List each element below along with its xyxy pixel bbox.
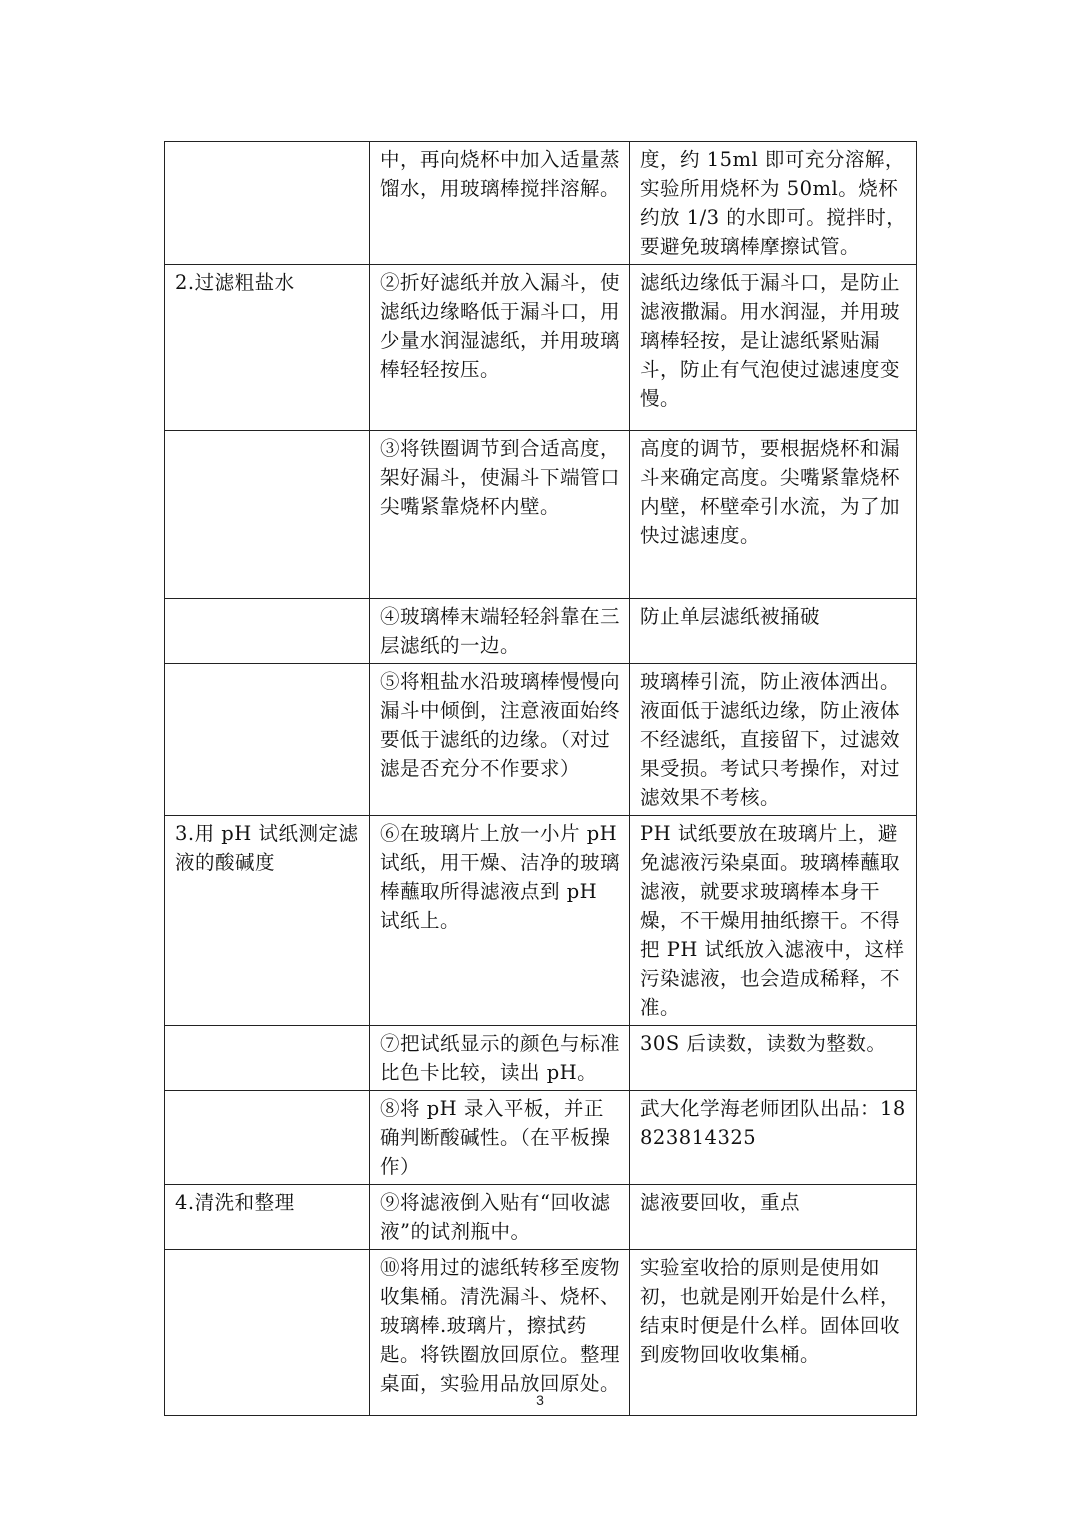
step-cell xyxy=(165,599,370,664)
operation-cell: ③将铁圈调节到合适高度，架好漏斗，使漏斗下端管口尖嘴紧靠烧杯内壁。 xyxy=(370,431,630,599)
table-row xyxy=(165,1026,917,1091)
table-row xyxy=(165,664,917,816)
step-cell xyxy=(165,142,370,265)
note-cell: 武大化学海老师团队出品：18823814325 xyxy=(630,1091,917,1185)
step-cell xyxy=(165,664,370,816)
step-cell xyxy=(165,431,370,599)
procedure-table xyxy=(164,141,917,1416)
table-row xyxy=(165,599,917,664)
table-row xyxy=(165,1250,917,1416)
note-cell: 防止单层滤纸被捅破 xyxy=(630,599,917,664)
step-cell: 2.过滤粗盐水 xyxy=(165,265,370,431)
operation-cell: ④玻璃棒末端轻轻斜靠在三层滤纸的一边。 xyxy=(370,599,630,664)
step-cell xyxy=(165,1091,370,1185)
table-row xyxy=(165,431,917,599)
step-cell: 3.用 pH 试纸测定滤液的酸碱度 xyxy=(165,816,370,1026)
operation-cell: ⑦把试纸显示的颜色与标准比色卡比较，读出 pH。 xyxy=(370,1026,630,1091)
step-cell xyxy=(165,1250,370,1416)
note-cell: 滤液要回收，重点 xyxy=(630,1185,917,1250)
note-cell: 实验室收拾的原则是使用如初，也就是刚开始是什么样，结束时便是什么样。固体回收到废物回收收集桶。 xyxy=(630,1250,917,1416)
operation-cell: ⑨将滤液倒入贴有“回收滤液”的试剂瓶中。 xyxy=(370,1185,630,1250)
note-cell: 滤纸边缘低于漏斗口，是防止滤液撒漏。用水润湿，并用玻璃棒轻按，是让滤纸紧贴漏斗，防止有气泡使过滤速度变慢。 xyxy=(630,265,917,431)
table-row xyxy=(165,1185,917,1250)
table-row xyxy=(165,142,917,265)
note-cell: 30S 后读数，读数为整数。 xyxy=(630,1026,917,1091)
note-cell: 玻璃棒引流，防止液体洒出。液面低于滤纸边缘，防止液体不经滤纸，直接留下，过滤效果受损。考试只考操作，对过滤效果不考核。 xyxy=(630,664,917,816)
table-row xyxy=(165,265,917,431)
operation-cell: ⑤将粗盐水沿玻璃棒慢慢向漏斗中倾倒，注意液面始终要低于滤纸的边缘。（对过滤是否充分不作要求） xyxy=(370,664,630,816)
step-cell: 4.清洗和整理 xyxy=(165,1185,370,1250)
operation-cell: ②折好滤纸并放入漏斗，使滤纸边缘略低于漏斗口，用少量水润湿滤纸，并用玻璃棒轻轻按压。 xyxy=(370,265,630,431)
step-cell xyxy=(165,1026,370,1091)
note-cell: 度，约 15ml 即可充分溶解，实验所用烧杯为 50ml。烧杯约放 1/3 的水即可。搅拌时，要避免玻璃棒摩擦试管。 xyxy=(630,142,917,265)
operation-cell: ⑥在玻璃片上放一小片 pH 试纸，用干燥、洁净的玻璃棒蘸取所得滤液点到 pH 试纸上。 xyxy=(370,816,630,1026)
table-row xyxy=(165,1091,917,1185)
page-number: 3 xyxy=(536,1392,544,1408)
note-cell: 高度的调节，要根据烧杯和漏斗来确定高度。尖嘴紧靠烧杯内壁，杯壁牵引水流，为了加快过滤速度。 xyxy=(630,431,917,599)
table-row xyxy=(165,816,917,1026)
operation-cell: 中，再向烧杯中加入适量蒸馏水，用玻璃棒搅拌溶解。 xyxy=(370,142,630,265)
note-cell: PH 试纸要放在玻璃片上，避免滤液污染桌面。玻璃棒蘸取滤液，就要求玻璃棒本身干燥，不干燥用抽纸擦干。不得把 PH 试纸放入滤液中，这样污染滤液，也会造成稀释，不准。 xyxy=(630,816,917,1026)
operation-cell: ⑩将用过的滤纸转移至废物收集桶。清洗漏斗、烧杯、玻璃棒.玻璃片，擦拭药匙。将铁圈放回原位。整理桌面，实验用品放回原处。 xyxy=(370,1250,630,1416)
operation-cell: ⑧将 pH 录入平板，并正确判断酸碱性。（在平板操作） xyxy=(370,1091,630,1185)
